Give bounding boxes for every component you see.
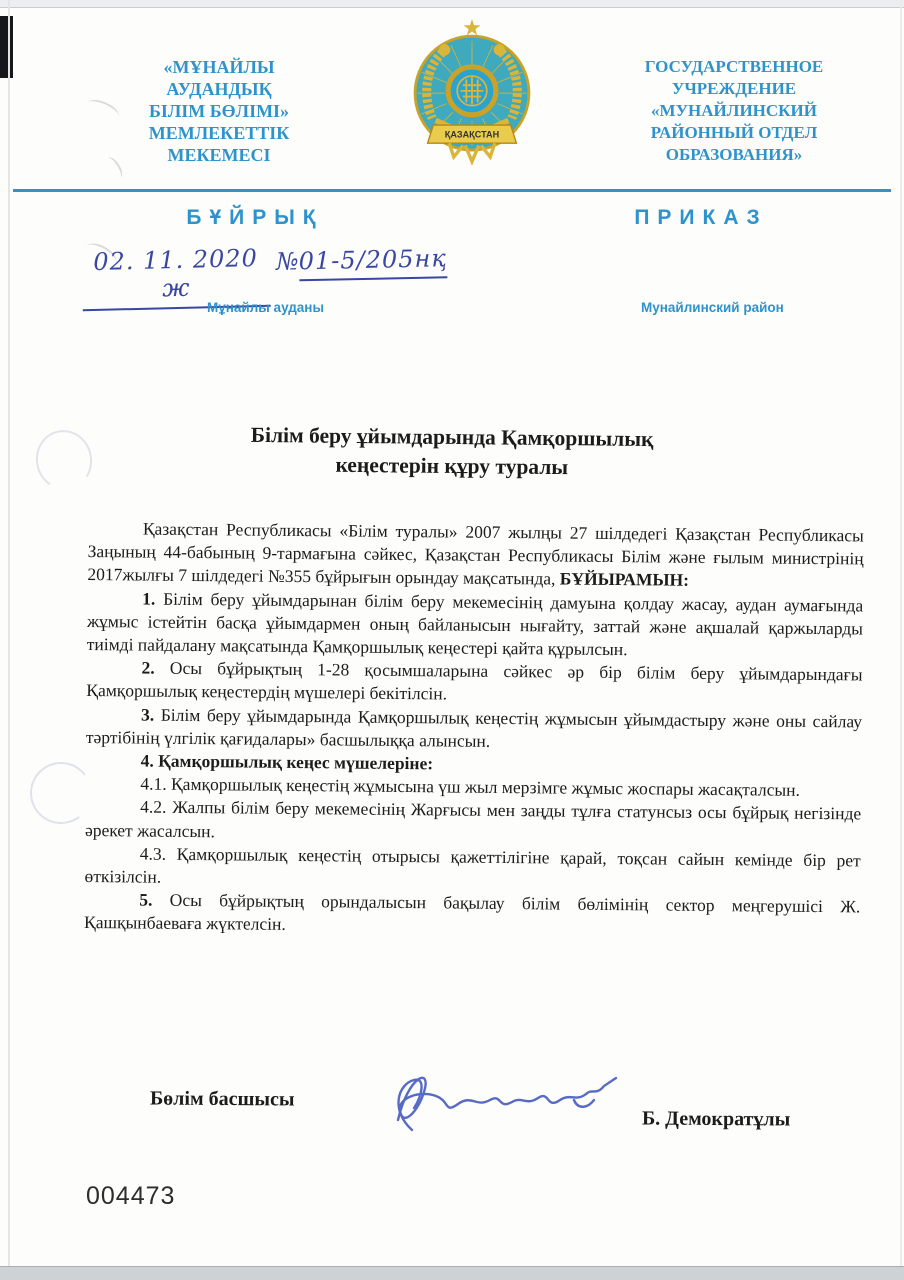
handwritten-date: 02. 11. 2020 ж	[81, 244, 270, 312]
order-number-value: 01-5/205нқ	[298, 244, 447, 281]
item-number: 4.2.	[140, 796, 167, 818]
item-text: Білім беру ұйымдарында Қамқоршылық кеңестің жұмысын ұйымдастыру және оны сайлау тәртібінің үлгілік қағидалары» басшылыққа алынсын.	[85, 704, 863, 751]
org-name-kazakh-line: БІЛІМ БӨЛІМІ»	[148, 101, 290, 121]
number-sign: №	[275, 247, 300, 276]
place-label-russian: Мунайлинский район	[641, 300, 784, 315]
item-number: 2.	[141, 657, 155, 678]
item-text: Қамқоршылық кеңес мүшелеріне:	[158, 750, 434, 774]
item-text: Білім беру ұйымдарынан білім беру мекемесінің дамуына қолдау жасау, аудан аумағында жұмыс істейтін басқа ұйымдармен оның байланысын нығайту, заттай және ақшалай қаржыларды тиімді пайдалану мақсатында Қамқоршылық кеңестері қайта құрылсын.	[86, 588, 864, 660]
scan-right-edge-line	[900, 0, 902, 1280]
org-name-kazakh-line: АУДАНДЫҚ	[166, 79, 272, 99]
document-title-line1: Білім беру ұйымдарында Қамқоршылық	[250, 422, 654, 452]
item-text: Қамқоршылық кеңестің отырысы қажеттілігіне қарай, тоқсан сайын кемінде бір рет өткізілсін.	[84, 843, 861, 887]
item-number: 4.1.	[140, 773, 167, 795]
signatory-role: Бөлім басшысы	[149, 1087, 295, 1111]
scan-left-edge-line	[8, 0, 10, 1280]
org-name-russian-line: УЧРЕЖДЕНИЕ	[671, 79, 797, 98]
item-number: 5.	[139, 889, 153, 910]
scan-bottom-edge	[0, 1266, 904, 1280]
scan-corner-artifact	[0, 16, 13, 78]
org-name-russian	[580, 56, 888, 166]
scan-top-shade	[0, 0, 904, 7]
org-name-kazakh-line: МЕМЛЕКЕТТІК	[148, 123, 290, 143]
doc-type-heading-russian: ПРИКАЗ	[634, 206, 768, 229]
item-number: 3.	[141, 704, 155, 725]
order-item-4-3	[84, 842, 860, 896]
org-name-kazakh	[88, 56, 350, 166]
emblem-star-icon	[463, 19, 480, 35]
kazakhstan-state-emblem-icon	[402, 18, 542, 171]
doc-type-heading-kazakh: БҰЙРЫҚ	[186, 206, 324, 229]
handwritten-signature	[378, 1056, 628, 1145]
order-item-2	[86, 656, 862, 710]
item-text: Қамқоршылық кеңестің жұмысына үш жыл мерзімге жұмыс жоспары жасақталсын.	[170, 774, 801, 801]
org-name-russian-line: ОБРАЗОВАНИЯ»	[665, 145, 803, 164]
intro-paragraph	[87, 517, 864, 594]
item-text: Осы бұйрықтың 1-28 қосымшаларына сәйкес әр бір білім беру ұйымдарындағы Қамқоршылық кеңестердің мүшелері бекітілсін.	[86, 658, 863, 704]
item-number: 4.3.	[139, 843, 167, 864]
order-body	[84, 517, 864, 942]
intro-resolution-word: БҰЙЫРАМЫН:	[559, 568, 690, 591]
org-name-kazakh-line: МЕКЕМЕСІ	[167, 145, 271, 165]
document-title-line2: кеңестерін құру туралы	[335, 452, 569, 480]
place-label-kazakh: Мұнайлы ауданы	[206, 300, 324, 315]
order-item-4-2	[85, 795, 861, 849]
item-text: Жалпы білім беру мекемесінің Жарғысы мен заңды тұлға статунсыз осы бұйрық негізінде әрекет жасалсын.	[84, 797, 862, 841]
document-title	[60, 419, 845, 485]
org-name-russian-line: «МУНАЙЛИНСКИЙ	[651, 101, 817, 120]
order-item-3	[86, 703, 862, 757]
order-item-1	[87, 587, 864, 664]
header-divider-rule	[13, 189, 891, 192]
scan-top-edge-line	[0, 7, 904, 8]
order-item-5	[84, 888, 860, 942]
org-name-russian-line: ГОСУДАРСТВЕННОЕ	[644, 57, 824, 76]
item-number: 4.	[140, 750, 154, 771]
intro-text: Қазақстан Республикасы «Білім туралы» 2007 жылңы 27 шілдедегі Қазақстан Республикасы Заңының 44-бабының 9-тармағына сәйкес, Қазақстан Республикасы Білім және ғылым министрінің 2017жылғы 7 шілдедегі №355 бұйрығын орындау мақсатында,	[87, 518, 864, 589]
org-name-russian-line: РАЙОННЫЙ ОТДЕЛ	[650, 123, 818, 142]
item-number: 1.	[142, 588, 156, 609]
form-serial-number: 004473	[86, 1182, 176, 1210]
emblem-banner-text: ҚАЗАҚСТАН	[444, 129, 500, 140]
org-name-kazakh-line: «МҰНАЙЛЫ	[163, 57, 275, 77]
handwritten-order-number	[276, 244, 447, 276]
signatory-name: Б. Демократұлы	[641, 1107, 791, 1131]
item-text: Осы бұйрықтың орындалысын бақылау білім бөлімінің сектор меңгерушісі Ж. Қашқынбаеваға жүктелсін.	[84, 890, 861, 935]
